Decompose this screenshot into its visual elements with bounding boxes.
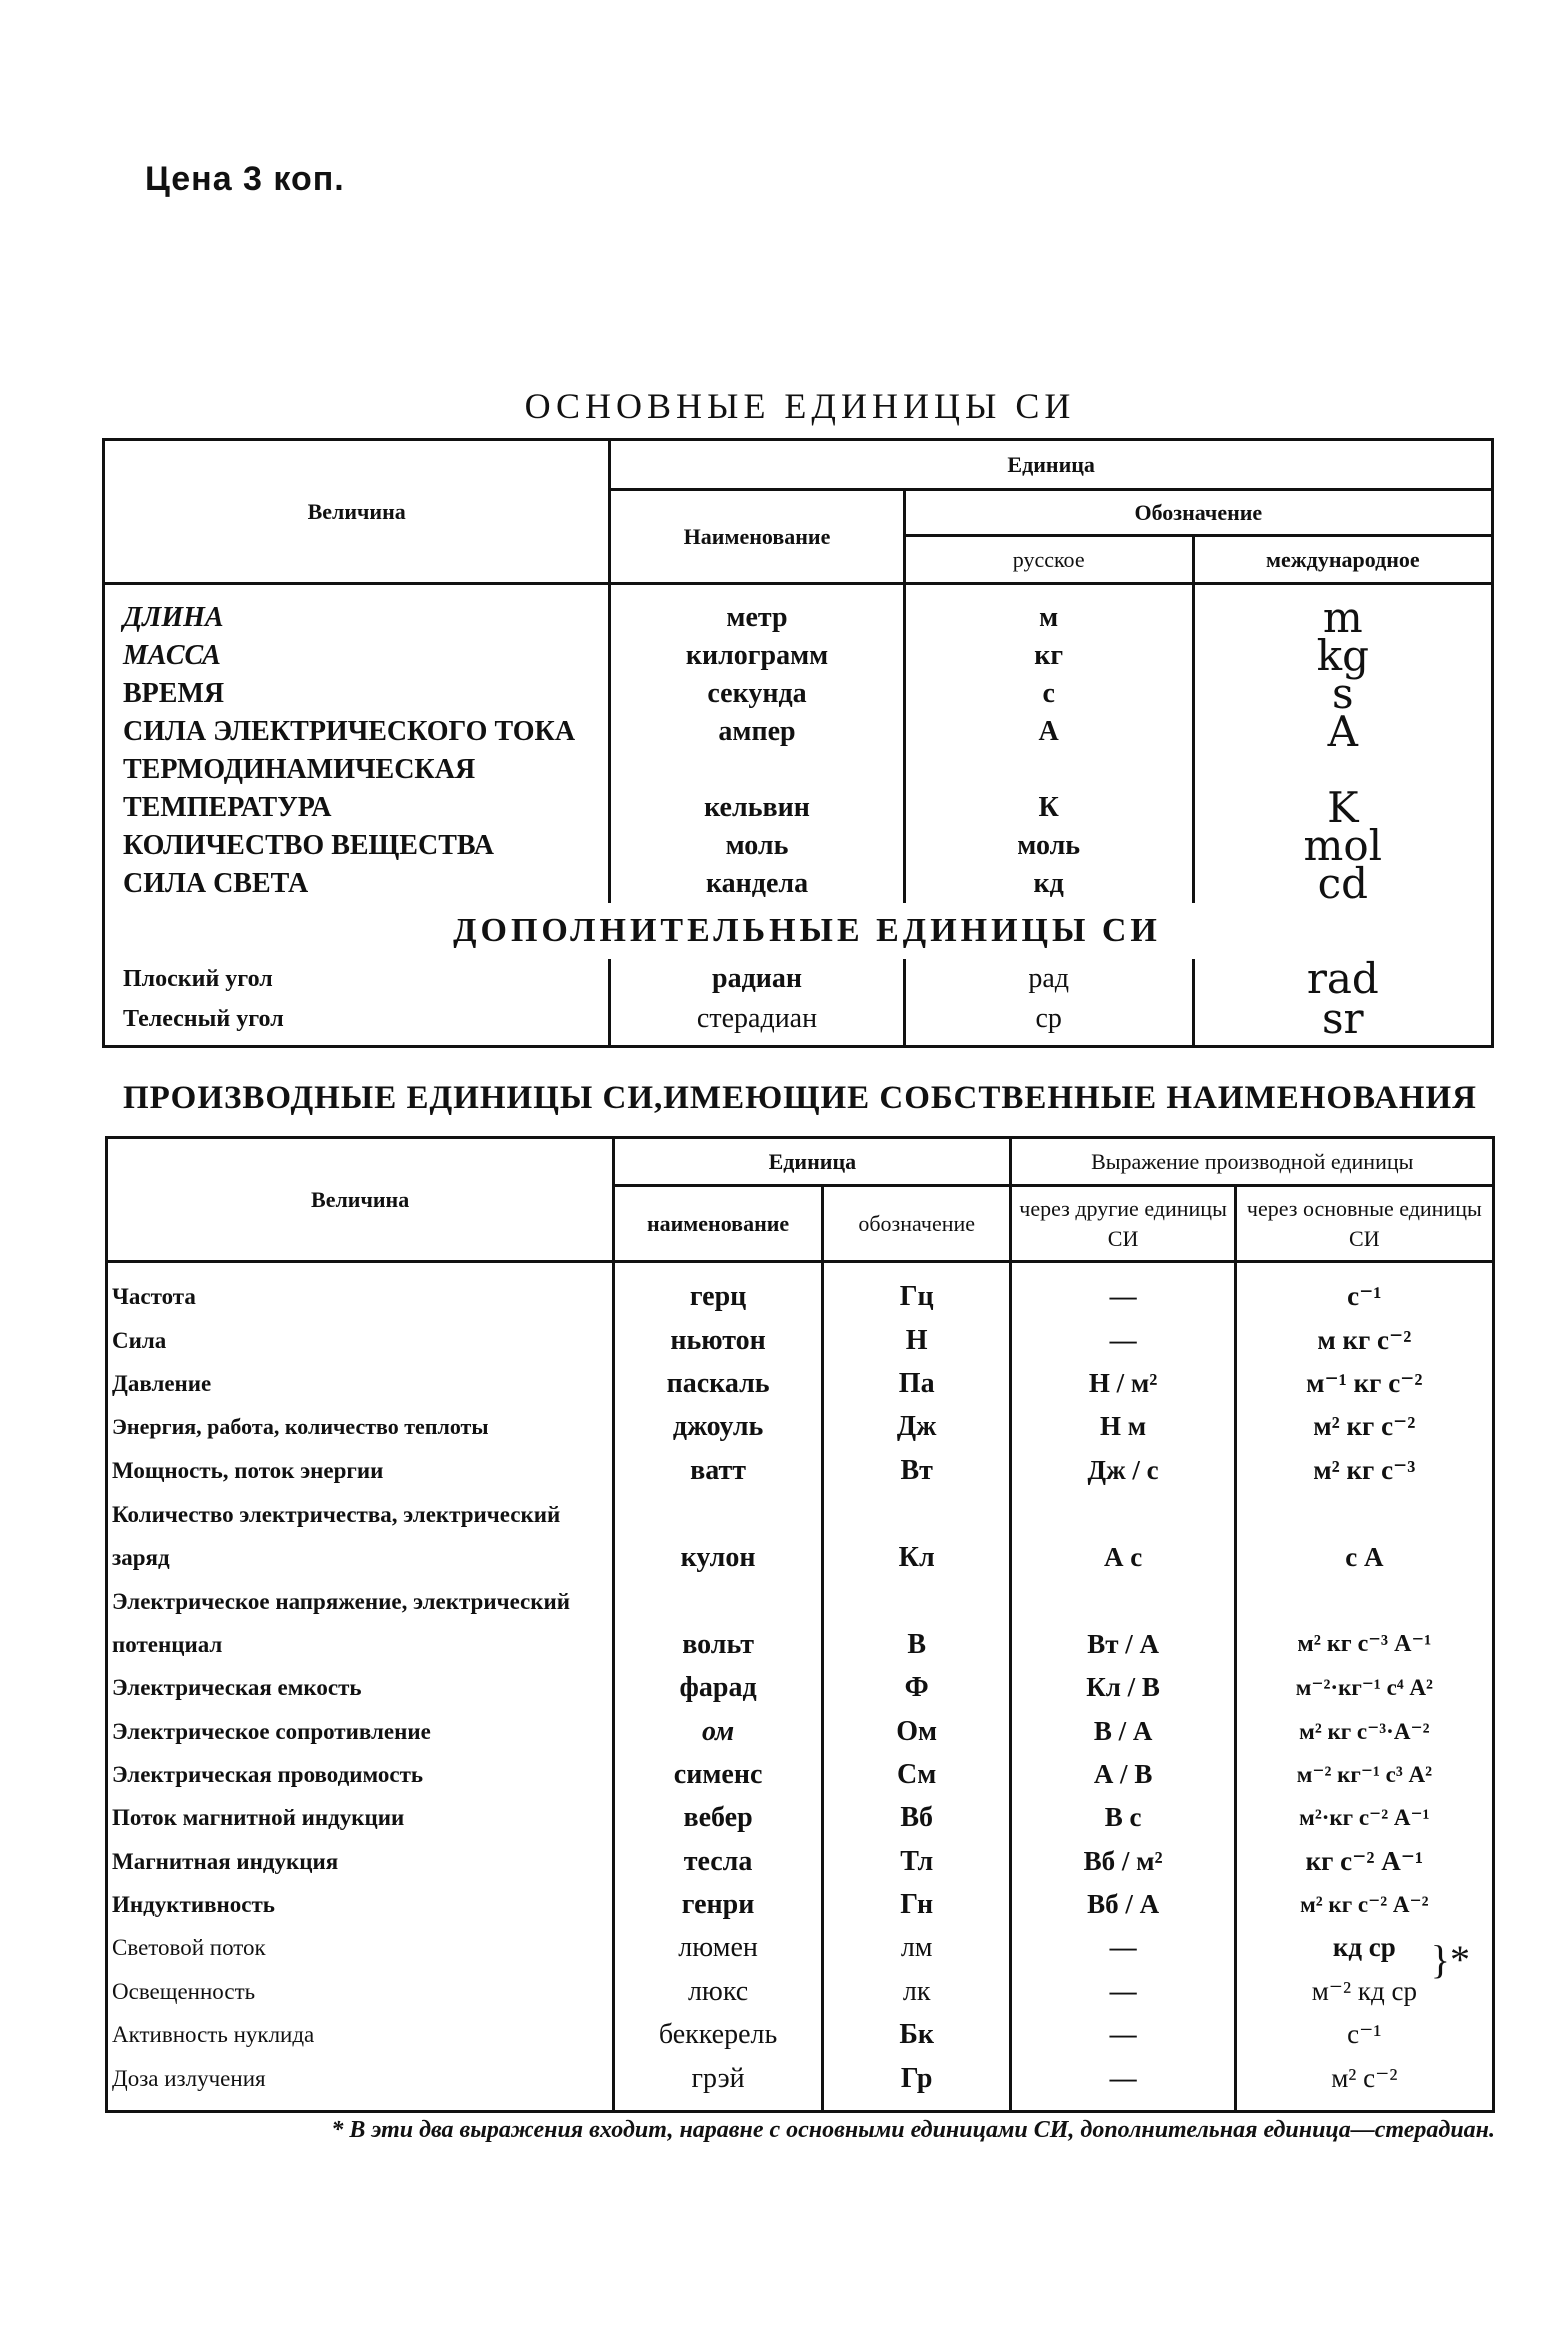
via-base-value: кд ср xyxy=(1332,1932,1396,1963)
unit-name-cell: ватт xyxy=(614,1449,823,1492)
unit-name-cell: ньютон xyxy=(614,1318,823,1361)
table-row xyxy=(104,827,1493,865)
unit-name-cell: люкс xyxy=(614,1970,823,2013)
table-row xyxy=(104,713,1493,751)
quantity-cell: СИЛА ЭЛЕКТРИЧЕСКОГО ТОКА xyxy=(123,716,576,747)
derived-units-title: ПРОИЗВОДНЫЕ ЕДИНИЦЫ СИ,ИМЕЮЩИЕ СОБСТВЕННЫЕ НАИМЕНОВАНИЯ xyxy=(123,1080,1477,1116)
international-symbol-cell: mol xyxy=(1193,827,1492,865)
via-base-cell: с⁻¹ xyxy=(1235,1262,1493,1319)
unit-name-cell: герц xyxy=(614,1262,823,1319)
quantity-cell: ТЕМПЕРАТУРА xyxy=(123,792,332,823)
table-row xyxy=(107,1796,1494,1839)
table-row xyxy=(107,1492,1494,1579)
designation-cell: Гн xyxy=(822,1883,1011,1926)
russian-symbol-cell: кг xyxy=(904,637,1193,675)
designation-cell: Ф xyxy=(822,1666,1011,1709)
russian-symbol-cell: рад xyxy=(904,959,1193,999)
unit-name-cell: грэй xyxy=(614,2056,823,2111)
designation-cell: Тл xyxy=(822,1840,1011,1883)
designation-cell: Па xyxy=(822,1362,1011,1405)
unit-name-cell: ампер xyxy=(610,713,904,751)
russian-symbol-cell: К xyxy=(904,789,1193,827)
international-symbol-cell: rad xyxy=(1193,959,1492,999)
quantity-cell: Телесный угол xyxy=(123,1006,284,1032)
unit-name-cell: джоуль xyxy=(614,1405,823,1448)
designation-cell: лм xyxy=(822,1926,1011,1969)
table-row xyxy=(107,1405,1494,1448)
quantity-cell: Электрическое напряжение, электрический потенциал xyxy=(112,1588,571,1657)
designation-cell: В xyxy=(822,1579,1011,1666)
base-units-table xyxy=(102,438,1494,1048)
table-row xyxy=(104,637,1493,675)
designation-cell: Ом xyxy=(822,1709,1011,1752)
via-other-cell: Вб / А xyxy=(1011,1883,1235,1926)
via-other-cell: — xyxy=(1011,1970,1235,2013)
quantity-cell: Энергия, работа, количество теплоты xyxy=(112,1414,489,1440)
designation-cell: Гр xyxy=(822,2056,1011,2111)
quantity-cell: Световой поток xyxy=(112,1935,266,1961)
header-expression: Выражение производной единицы xyxy=(1011,1138,1494,1186)
table-row xyxy=(107,1883,1494,1926)
via-other-cell: В с xyxy=(1011,1796,1235,1839)
header-quantity: Величина xyxy=(104,440,610,584)
table-row xyxy=(107,1666,1494,1709)
table-row xyxy=(104,865,1493,903)
quantity-cell: Поток магнитной индукции xyxy=(112,1805,405,1831)
header-name: наименование xyxy=(614,1186,823,1262)
designation-cell: Гц xyxy=(822,1262,1011,1319)
quantity-cell: Количество электричества, электрический заряд xyxy=(112,1501,561,1570)
via-base-cell: м² кг с⁻³ xyxy=(1235,1449,1493,1492)
table-row xyxy=(107,1970,1494,2013)
header-via-base: через основные единицы СИ xyxy=(1235,1186,1493,1262)
via-other-cell: В / А xyxy=(1011,1709,1235,1752)
table-row xyxy=(107,1362,1494,1405)
via-other-cell: — xyxy=(1011,2056,1235,2111)
quantity-cell: Активность нуклида xyxy=(112,2022,315,2048)
designation-cell: Вб xyxy=(822,1796,1011,1839)
unit-name-cell: тесла xyxy=(614,1840,823,1883)
table-row xyxy=(107,1579,1494,1666)
via-base-cell: м кг с⁻² xyxy=(1235,1318,1493,1361)
header-russian: русское xyxy=(904,536,1193,584)
unit-name-cell: сименс xyxy=(614,1753,823,1796)
table-row xyxy=(107,2013,1494,2056)
header-designation: Обозначение xyxy=(904,490,1492,536)
quantity-cell: Сила xyxy=(112,1327,167,1353)
table-row xyxy=(107,1753,1494,1796)
unit-name-cell: кулон xyxy=(614,1492,823,1579)
via-other-cell: А с xyxy=(1011,1492,1235,1579)
international-symbol-cell: m xyxy=(1193,584,1492,638)
derived-units-table xyxy=(105,1136,1495,2113)
russian-symbol-cell: м xyxy=(904,584,1193,638)
price-label: Цена 3 коп. xyxy=(145,160,345,198)
quantity-cell: Электрическая проводимость xyxy=(112,1761,424,1787)
international-symbol-cell: kg xyxy=(1193,637,1492,675)
via-base-cell: м⁻² кг⁻¹ с³ А² xyxy=(1235,1753,1493,1796)
russian-symbol-cell: ср xyxy=(904,999,1193,1047)
via-other-cell: А / В xyxy=(1011,1753,1235,1796)
footnote: * В эти два выражения входит, наравне с основными единицами СИ, дополнительная единица—стерадиан. xyxy=(331,2117,1495,2143)
unit-name-cell: килограмм xyxy=(610,637,904,675)
table-row xyxy=(104,959,1493,999)
russian-symbol-cell: моль xyxy=(904,827,1193,865)
quantity-cell: СИЛА СВЕТА xyxy=(123,868,309,899)
international-symbol-cell: A xyxy=(1193,713,1492,751)
via-base-cell: кг с⁻² А⁻¹ xyxy=(1235,1840,1493,1883)
quantity-cell: Индуктивность xyxy=(112,1892,275,1918)
designation-cell: Дж xyxy=(822,1405,1011,1448)
designation-cell: лк xyxy=(822,1970,1011,2013)
unit-name-cell: люмен xyxy=(614,1926,823,1969)
via-other-cell: — xyxy=(1011,1318,1235,1361)
via-base-cell: с⁻¹ xyxy=(1235,2013,1493,2056)
quantity-cell: ВРЕМЯ xyxy=(123,678,225,709)
table-row xyxy=(104,999,1493,1047)
table-row xyxy=(107,1709,1494,1752)
via-other-cell: Н м xyxy=(1011,1405,1235,1448)
international-symbol-cell: s xyxy=(1193,675,1492,713)
quantity-cell: Давление xyxy=(112,1370,212,1396)
via-base-cell: м⁻²·кг⁻¹ с⁴ А² xyxy=(1235,1666,1493,1709)
unit-name-cell: радиан xyxy=(610,959,904,999)
unit-name-cell: генри xyxy=(614,1883,823,1926)
table-row xyxy=(104,751,1493,789)
supplementary-units-title: ДОПОЛНИТЕЛЬНЫЕ ЕДИНИЦЫ СИ xyxy=(453,912,1161,949)
table-row xyxy=(104,903,1493,959)
designation-cell: Кл xyxy=(822,1492,1011,1579)
quantity-cell: ДЛИНА xyxy=(123,602,224,633)
unit-name-cell: вольт xyxy=(614,1579,823,1666)
header-name: Наименование xyxy=(610,490,904,584)
unit-name-cell: кандела xyxy=(610,865,904,903)
header-via-other: через другие единицы СИ xyxy=(1011,1186,1235,1262)
via-other-cell: Кл / В xyxy=(1011,1666,1235,1709)
designation-cell: Бк xyxy=(822,2013,1011,2056)
quantity-cell: Доза излучения xyxy=(112,2065,266,2091)
international-symbol-cell: sr xyxy=(1193,999,1492,1047)
via-other-cell: — xyxy=(1011,1926,1235,1969)
via-other-cell: Дж / с xyxy=(1011,1449,1235,1492)
header-unit: Единица xyxy=(610,440,1493,490)
quantity-cell: Электрическое сопротивление xyxy=(112,1718,431,1744)
table-row xyxy=(107,1840,1494,1883)
quantity-cell: Плоский угол xyxy=(123,966,273,992)
via-other-cell: Вб / м² xyxy=(1011,1840,1235,1883)
table-row xyxy=(107,1926,1494,1969)
unit-name-cell: моль xyxy=(610,827,904,865)
table-row xyxy=(107,1449,1494,1492)
table-row xyxy=(107,1262,1494,1319)
designation-cell: См xyxy=(822,1753,1011,1796)
unit-name-cell: метр xyxy=(610,584,904,638)
via-other-cell: — xyxy=(1011,1262,1235,1319)
designation-cell: Вт xyxy=(822,1449,1011,1492)
via-other-cell: Вт / А xyxy=(1011,1579,1235,1666)
table-row xyxy=(107,1318,1494,1361)
header-quantity: Величина xyxy=(107,1138,614,1262)
table-row xyxy=(104,675,1493,713)
unit-name-cell: секунда xyxy=(610,675,904,713)
quantity-cell: КОЛИЧЕСТВО ВЕЩЕСТВА xyxy=(123,830,495,861)
russian-symbol-cell: с xyxy=(904,675,1193,713)
unit-name-cell xyxy=(610,751,904,789)
table-row xyxy=(107,2056,1494,2111)
designation-cell: Н xyxy=(822,1318,1011,1361)
via-base-cell: м² кг с⁻² xyxy=(1235,1405,1493,1448)
quantity-cell: ТЕРМОДИНАМИЧЕСКАЯ xyxy=(123,754,476,785)
via-base-cell: м²·кг с⁻² А⁻¹ xyxy=(1235,1796,1493,1839)
via-base-cell: с А xyxy=(1235,1492,1493,1579)
quantity-cell: Магнитная индукция xyxy=(112,1848,339,1874)
quantity-cell: Электрическая емкость xyxy=(112,1675,362,1701)
quantity-cell: Частота xyxy=(112,1284,196,1310)
international-symbol-cell: cd xyxy=(1193,865,1492,903)
russian-symbol-cell xyxy=(904,751,1193,789)
via-other-cell: Н / м² xyxy=(1011,1362,1235,1405)
base-units-title: ОСНОВНЫЕ ЕДИНИЦЫ СИ xyxy=(524,386,1076,426)
via-base-cell: м⁻² кд ср xyxy=(1235,1970,1493,2013)
international-symbol-cell: K xyxy=(1193,789,1492,827)
unit-name-cell: кельвин xyxy=(610,789,904,827)
via-base-cell xyxy=(1235,1926,1493,1983)
header-unit: Единица xyxy=(614,1138,1011,1186)
via-base-cell: м² кг с⁻³ А⁻¹ xyxy=(1235,1579,1493,1666)
header-international: международное xyxy=(1193,536,1492,584)
unit-name-cell: стерадиан xyxy=(610,999,904,1047)
quantity-cell: МАССА xyxy=(123,640,221,671)
unit-name-cell: ом xyxy=(614,1709,823,1752)
via-base-cell: м⁻¹ кг с⁻² xyxy=(1235,1362,1493,1405)
russian-symbol-cell: кд xyxy=(904,865,1193,903)
via-other-cell: — xyxy=(1011,2013,1235,2056)
unit-name-cell: фарад xyxy=(614,1666,823,1709)
table-row xyxy=(104,789,1493,827)
via-base-cell: м² с⁻² xyxy=(1235,2056,1493,2111)
via-base-cell: м² кг с⁻² А⁻² xyxy=(1235,1883,1493,1926)
russian-symbol-cell: А xyxy=(904,713,1193,751)
unit-name-cell: беккерель xyxy=(614,2013,823,2056)
unit-name-cell: вебер xyxy=(614,1796,823,1839)
quantity-cell: Мощность, поток энергии xyxy=(112,1457,384,1483)
via-base-cell: м² кг с⁻³·А⁻² xyxy=(1235,1709,1493,1752)
header-designation: обозначение xyxy=(822,1186,1011,1262)
table-row xyxy=(104,584,1493,638)
quantity-cell: Освещенность xyxy=(112,1978,256,2004)
unit-name-cell: паскаль xyxy=(614,1362,823,1405)
footnote-bracket-mark: }* xyxy=(1430,1937,1470,1983)
